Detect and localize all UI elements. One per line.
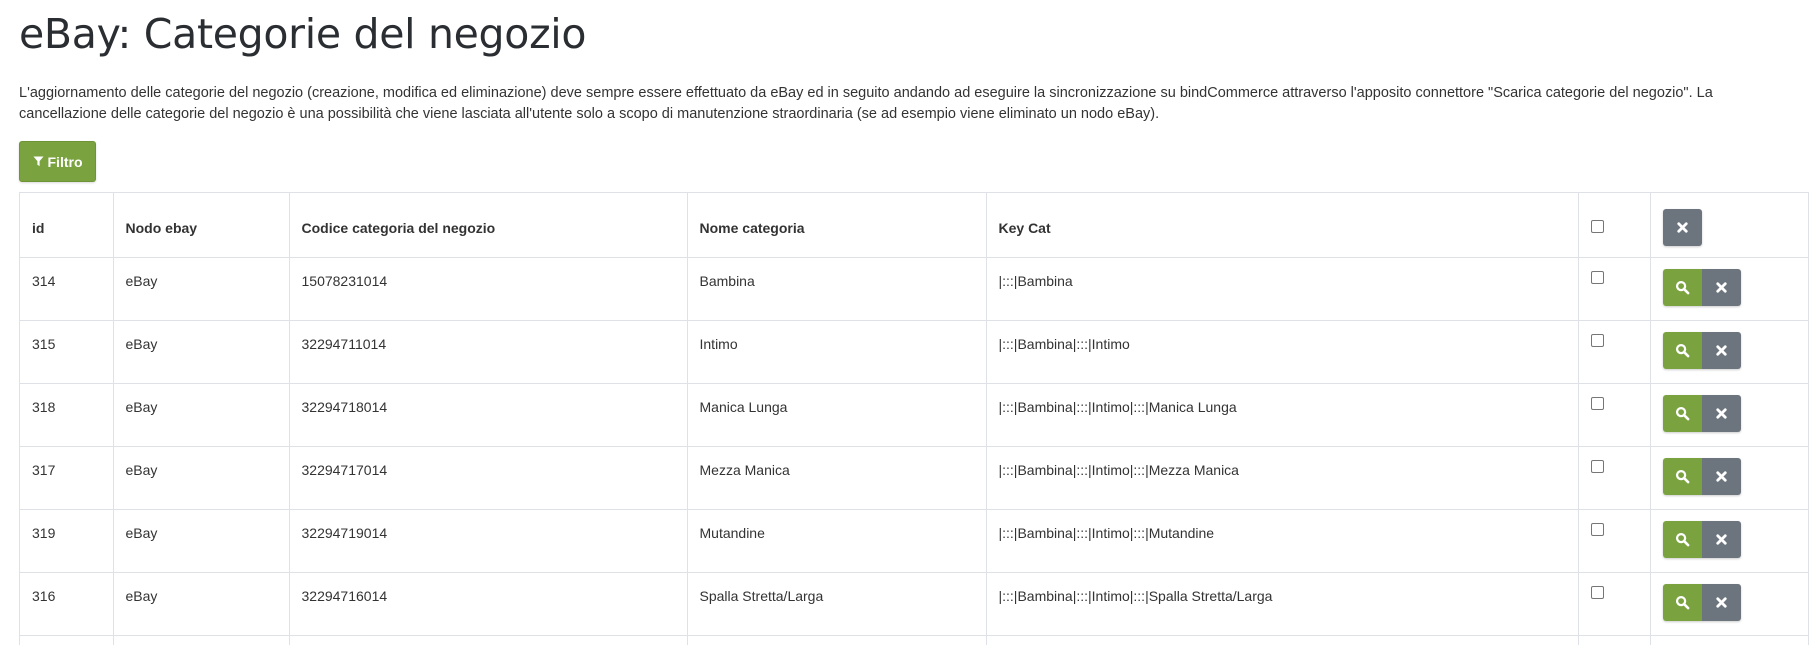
view-button[interactable] <box>1663 521 1702 558</box>
row-checkbox[interactable] <box>1591 271 1604 284</box>
cell-key-cat: |:::|Bambina|:::|Intimo|:::|Manica Lunga <box>986 383 1578 446</box>
table-row <box>20 257 1809 320</box>
filter-button-label: Filtro <box>47 153 83 170</box>
cell-nome-categoria: Manica Lunga <box>687 383 986 446</box>
cell-codice-categoria: 32294719014 <box>289 509 687 572</box>
cell-id: 315 <box>20 320 113 383</box>
row-checkbox[interactable] <box>1591 460 1604 473</box>
row-action-group <box>1663 395 1741 432</box>
row-checkbox[interactable] <box>1591 397 1604 410</box>
cell-nome-categoria: Mezza Manica <box>687 446 986 509</box>
row-actions-cell <box>1650 446 1809 509</box>
cell-nodo-ebay: eBay <box>113 446 289 509</box>
cell-nodo-ebay: eBay <box>113 320 289 383</box>
filter-icon <box>33 156 44 167</box>
view-button[interactable] <box>1663 584 1702 621</box>
cell-nodo-ebay: eBay <box>113 383 289 446</box>
cell-key-cat <box>986 635 1578 645</box>
close-icon <box>1714 280 1729 295</box>
select-all-cell <box>1578 193 1650 257</box>
cell-nodo-ebay: eBay <box>113 509 289 572</box>
search-icon <box>1675 469 1690 484</box>
row-action-group <box>1663 458 1741 495</box>
cell-nome-categoria: Intimo <box>687 320 986 383</box>
cell-nodo-ebay: eBay <box>113 572 289 635</box>
table-header-row <box>20 193 1809 257</box>
cell-nome-categoria: Spalla Stretta/Larga <box>687 572 986 635</box>
search-icon <box>1675 406 1690 421</box>
cell-codice-categoria: 32294717014 <box>289 446 687 509</box>
cell-nome-categoria: Bambina <box>687 257 986 320</box>
table-row <box>20 320 1809 383</box>
close-icon <box>1714 469 1729 484</box>
column-header-codice-categoria[interactable]: Codice categoria del negozio <box>289 193 687 257</box>
search-icon <box>1675 532 1690 547</box>
cell-id <box>20 635 113 645</box>
cell-nodo-ebay <box>113 635 289 645</box>
row-actions-cell <box>1650 572 1809 635</box>
view-button[interactable] <box>1663 395 1702 432</box>
row-action-group <box>1663 269 1741 306</box>
delete-button[interactable] <box>1702 521 1741 558</box>
column-header-key-cat[interactable]: Key Cat <box>986 193 1578 257</box>
close-icon <box>1675 220 1690 235</box>
bulk-delete-button[interactable] <box>1663 209 1702 246</box>
cell-codice-categoria: 32294716014 <box>289 572 687 635</box>
table-row <box>20 446 1809 509</box>
cell-id: 314 <box>20 257 113 320</box>
cell-key-cat: |:::|Bambina|:::|Intimo|:::|Spalla Stretta/Larga <box>986 572 1578 635</box>
cell-nome-categoria <box>687 635 986 645</box>
column-header-nome-categoria[interactable]: Nome categoria <box>687 193 986 257</box>
delete-button[interactable] <box>1702 458 1741 495</box>
cell-nome-categoria: Mutandine <box>687 509 986 572</box>
row-select-cell <box>1578 635 1650 645</box>
cell-codice-categoria: 15078231014 <box>289 257 687 320</box>
table-row <box>20 635 1809 645</box>
cell-id: 319 <box>20 509 113 572</box>
row-action-group <box>1663 332 1741 369</box>
column-header-id[interactable]: id <box>20 193 113 257</box>
page-description: L'aggiornamento delle categorie del negozio (creazione, modifica ed eliminazione) deve sempre essere effettuato da eBay ed in seguito andando ad eseguire la sincronizzazione su bindCommerce attraverso l'apposito connettore "Scarica categorie del negozio". La cancellazione delle categorie del negozio è una possibilità che viene lasciata all'utente solo a scopo di manutenzione straordinaria (se ad esempio viene eliminato un nodo eBay). <box>19 85 1713 122</box>
cell-key-cat: |:::|Bambina|:::|Intimo|:::|Mezza Manica <box>986 446 1578 509</box>
cell-key-cat: |:::|Bambina|:::|Intimo|:::|Mutandine <box>986 509 1578 572</box>
delete-button[interactable] <box>1702 395 1741 432</box>
search-icon <box>1675 280 1690 295</box>
page-title: eBay: Categorie del negozio <box>19 10 587 58</box>
row-actions-cell <box>1650 257 1809 320</box>
view-button[interactable] <box>1663 458 1702 495</box>
close-icon <box>1714 343 1729 358</box>
delete-button[interactable] <box>1702 332 1741 369</box>
delete-button[interactable] <box>1702 269 1741 306</box>
row-select-cell <box>1578 320 1650 383</box>
categories-table-container <box>19 192 1809 645</box>
row-select-cell <box>1578 383 1650 446</box>
row-actions-cell <box>1650 320 1809 383</box>
cell-key-cat: |:::|Bambina|:::|Intimo <box>986 320 1578 383</box>
row-select-cell <box>1578 446 1650 509</box>
filter-button[interactable] <box>19 141 96 182</box>
table-row <box>20 383 1809 446</box>
cell-codice-categoria: 32294718014 <box>289 383 687 446</box>
close-icon <box>1714 595 1729 610</box>
cell-id: 317 <box>20 446 113 509</box>
cell-nodo-ebay: eBay <box>113 257 289 320</box>
view-button[interactable] <box>1663 269 1702 306</box>
delete-button[interactable] <box>1702 584 1741 621</box>
row-action-group <box>1663 584 1741 621</box>
row-actions-cell <box>1650 635 1809 645</box>
search-icon <box>1675 343 1690 358</box>
cell-codice-categoria: 32294711014 <box>289 320 687 383</box>
row-action-group <box>1663 521 1741 558</box>
column-header-nodo-ebay[interactable]: Nodo ebay <box>113 193 289 257</box>
row-select-cell <box>1578 257 1650 320</box>
bulk-actions-cell <box>1650 193 1809 257</box>
table-row <box>20 572 1809 635</box>
close-icon <box>1714 406 1729 421</box>
row-checkbox[interactable] <box>1591 523 1604 536</box>
cell-key-cat: |:::|Bambina <box>986 257 1578 320</box>
search-icon <box>1675 595 1690 610</box>
row-checkbox[interactable] <box>1591 586 1604 599</box>
row-select-cell <box>1578 572 1650 635</box>
cell-id: 316 <box>20 572 113 635</box>
row-select-cell <box>1578 509 1650 572</box>
categories-table <box>20 193 1809 645</box>
row-checkbox[interactable] <box>1591 334 1604 347</box>
view-button[interactable] <box>1663 332 1702 369</box>
close-icon <box>1714 532 1729 547</box>
table-row <box>20 509 1809 572</box>
select-all-checkbox[interactable] <box>1591 220 1604 233</box>
row-actions-cell <box>1650 509 1809 572</box>
row-actions-cell <box>1650 383 1809 446</box>
cell-codice-categoria <box>289 635 687 645</box>
cell-id: 318 <box>20 383 113 446</box>
